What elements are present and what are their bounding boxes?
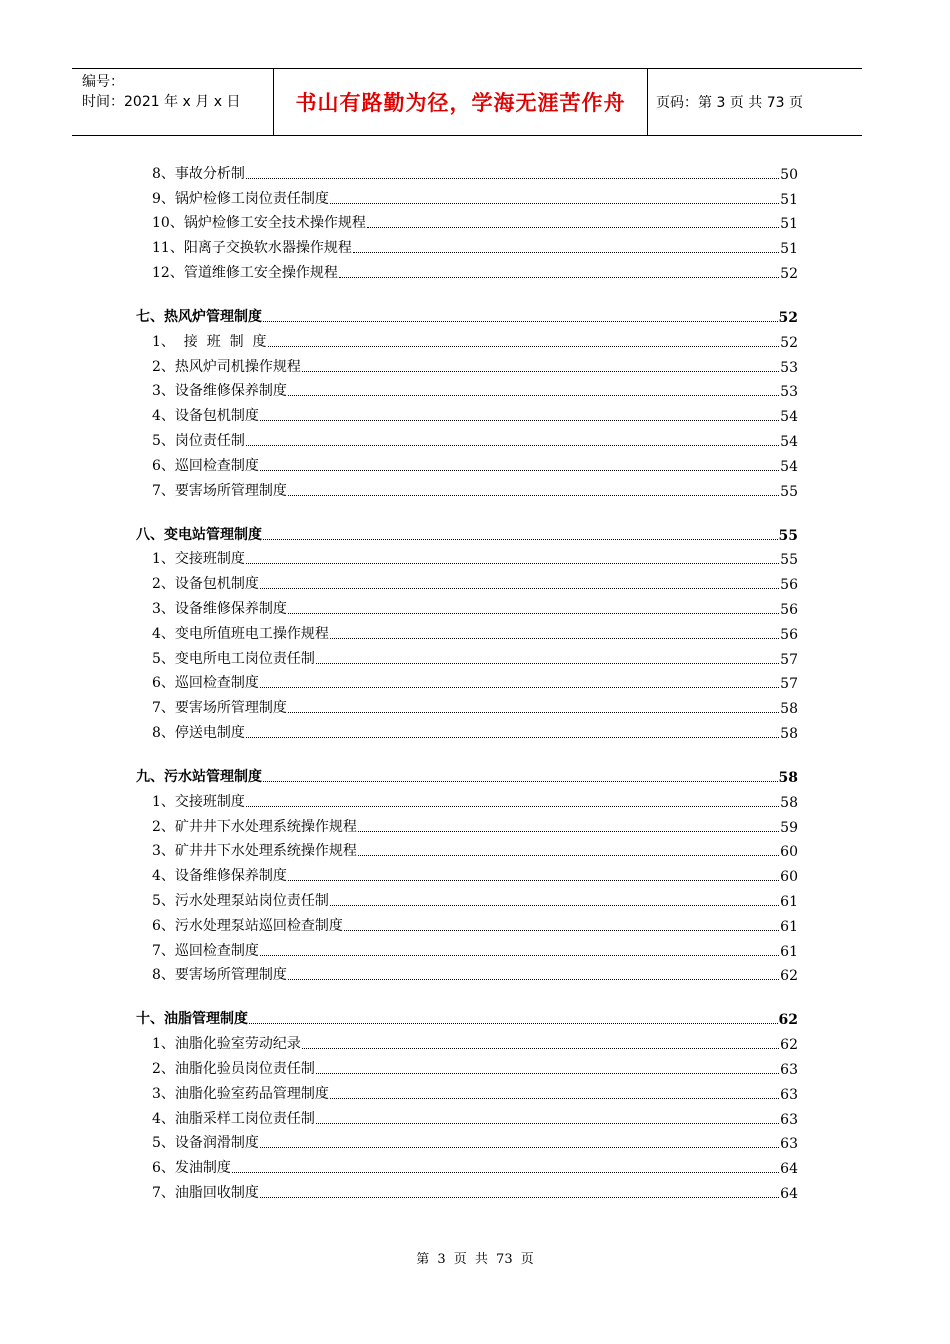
toc-entry-page: 53: [780, 384, 798, 401]
page-header: [72, 68, 862, 136]
toc-dot-leader: [330, 1098, 779, 1099]
toc-dot-leader: [263, 781, 778, 782]
toc-entry-page: 57: [780, 651, 798, 668]
toc-entry[interactable]: [136, 836, 798, 861]
toc-entry-label: 十、油脂管理制度: [136, 1011, 248, 1028]
toc-entry-label: 2、热风炉司机操作规程: [152, 358, 301, 375]
toc-entry-page: 55: [780, 483, 798, 500]
toc-entry-page: 56: [780, 601, 798, 618]
toc-entry[interactable]: [136, 618, 798, 643]
toc-entry[interactable]: [136, 183, 798, 208]
toc-dot-leader: [260, 470, 779, 471]
toc-entry-page: 55: [778, 527, 798, 544]
toc-entry-label: 4、油脂采样工岗位责任制: [152, 1110, 315, 1127]
toc-entry-label: 4、变电所值班电工操作规程: [152, 625, 329, 642]
toc-dot-leader: [260, 1197, 779, 1198]
toc-dot-leader: [288, 613, 779, 614]
toc-entry-page: 54: [780, 433, 798, 450]
toc-dot-leader: [246, 563, 779, 564]
toc-entry[interactable]: [136, 1053, 798, 1078]
document-number-label: 编号：: [82, 74, 124, 90]
toc-dot-leader: [316, 663, 779, 664]
toc-entry[interactable]: [136, 1103, 798, 1128]
toc-dot-leader: [260, 955, 779, 956]
toc-dot-leader: [302, 371, 779, 372]
toc-entry[interactable]: [136, 960, 798, 985]
page-footer: 第 3 页 共 73 页: [416, 1252, 534, 1267]
toc-dot-leader: [344, 930, 779, 931]
toc-entry-label: 6、巡回检查制度: [152, 675, 259, 692]
toc-entry-page: 52: [778, 309, 798, 326]
toc-entry[interactable]: [136, 643, 798, 668]
toc-entry-page: 61: [780, 893, 798, 910]
toc-entry-label: 7、巡回检查制度: [152, 942, 259, 959]
toc-entry-page: 51: [780, 191, 798, 208]
toc-entry-page: 59: [780, 819, 798, 836]
toc-entry-label: 1、 接 班 制 度: [152, 333, 267, 350]
toc-entry-label: 6、巡回检查制度: [152, 457, 259, 474]
toc-entry[interactable]: [136, 910, 798, 935]
toc-entry-page: 50: [780, 166, 798, 183]
toc-entry-page: 64: [780, 1185, 798, 1202]
toc-dot-leader: [260, 588, 779, 589]
toc-entry[interactable]: [136, 668, 798, 693]
toc-entry[interactable]: [136, 717, 798, 742]
toc-entry-page: 63: [780, 1136, 798, 1153]
toc-dot-leader: [288, 712, 779, 713]
toc-dot-leader: [358, 855, 779, 856]
toc-entry-page: 52: [780, 334, 798, 351]
toc-entry-page: 52: [780, 265, 798, 282]
toc-entry-label: 8、事故分析制: [152, 165, 245, 182]
toc-entry-page: 51: [780, 216, 798, 233]
toc-entry[interactable]: [136, 544, 798, 569]
toc-entry[interactable]: [136, 450, 798, 475]
toc-entry-label: 9、锅炉检修工岗位责任制度: [152, 190, 329, 207]
toc-entry-page: 56: [780, 577, 798, 594]
toc-entry[interactable]: [136, 593, 798, 618]
toc-entry-label: 3、设备维修保养制度: [152, 600, 287, 617]
toc-section-entry[interactable]: [136, 752, 798, 786]
toc-entry-label: 4、设备包机制度: [152, 408, 259, 425]
toc-entry[interactable]: [136, 1177, 798, 1202]
toc-entry[interactable]: [136, 1152, 798, 1177]
toc-entry[interactable]: [136, 1128, 798, 1153]
toc-entry-page: 58: [780, 794, 798, 811]
toc-dot-leader: [263, 539, 778, 540]
toc-dot-leader: [288, 495, 779, 496]
toc-entry-label: 5、岗位责任制: [152, 432, 245, 449]
toc-dot-leader: [330, 905, 779, 906]
toc-entry-page: 54: [780, 409, 798, 426]
toc-entry[interactable]: [136, 692, 798, 717]
toc-dot-leader: [246, 178, 779, 179]
toc-section-entry[interactable]: [136, 292, 798, 326]
toc-entry[interactable]: [136, 351, 798, 376]
toc-entry[interactable]: [136, 935, 798, 960]
toc-entry-label: 5、变电所电工岗位责任制: [152, 650, 315, 667]
toc-entry-label: 7、油脂回收制度: [152, 1184, 259, 1201]
toc-entry-page: 60: [780, 844, 798, 861]
toc-entry[interactable]: [136, 158, 798, 183]
toc-entry-page: 63: [780, 1061, 798, 1078]
toc-entry[interactable]: [136, 425, 798, 450]
header-motto: 书山有路勤为径，学海无涯苦作舟: [274, 69, 648, 135]
toc-entry[interactable]: [136, 208, 798, 233]
toc-entry-label: 5、污水处理泵站岗位责任制: [152, 892, 329, 909]
header-page-info: 页码：第 3 页 共 73 页: [656, 95, 803, 111]
toc-entry-page: 60: [780, 869, 798, 886]
toc-entry-label: 2、矿井井下水处理系统操作规程: [152, 818, 357, 835]
toc-entry-page: 61: [780, 918, 798, 935]
toc-dot-leader: [249, 1023, 778, 1024]
toc-entry-label: 1、交接班制度: [152, 793, 245, 810]
toc-entry[interactable]: [136, 475, 798, 500]
toc-dot-leader: [263, 321, 778, 322]
toc-entry[interactable]: [136, 811, 798, 836]
toc-dot-leader: [268, 346, 780, 347]
toc-entry-page: 54: [780, 458, 798, 475]
toc-dot-leader: [330, 203, 779, 204]
toc-entry-page: 56: [780, 626, 798, 643]
toc-dot-leader: [330, 638, 779, 639]
document-time-label: 时间：2021 年 x 月 x 日: [82, 94, 241, 110]
toc-entry-page: 63: [780, 1086, 798, 1103]
toc-entry-label: 12、管道维修工安全操作规程: [152, 264, 338, 281]
toc-entry-label: 3、油脂化验室药品管理制度: [152, 1085, 329, 1102]
toc-dot-leader: [232, 1172, 779, 1173]
toc-entry-label: 11、阳离子交换软水器操作规程: [152, 240, 352, 257]
toc-entry-label: 10、锅炉检修工安全技术操作规程: [152, 215, 366, 232]
header-meta: [72, 69, 274, 135]
toc-entry[interactable]: [136, 326, 798, 351]
toc-entry[interactable]: [136, 860, 798, 885]
toc-entry-label: 八、变电站管理制度: [136, 526, 262, 543]
toc-section-entry[interactable]: [136, 510, 798, 544]
toc-entry-label: 7、要害场所管理制度: [152, 482, 287, 499]
toc-dot-leader: [288, 395, 779, 396]
toc-entry-page: 55: [780, 552, 798, 569]
toc-dot-leader: [246, 445, 779, 446]
toc-dot-leader: [260, 1147, 779, 1148]
toc-entry-page: 51: [780, 241, 798, 258]
toc-dot-leader: [288, 880, 779, 881]
toc-entry-page: 63: [780, 1111, 798, 1128]
toc-entry[interactable]: [136, 257, 798, 282]
toc-entry-label: 6、污水处理泵站巡回检查制度: [152, 917, 343, 934]
toc-dot-leader: [316, 1123, 779, 1124]
toc-entry[interactable]: [136, 1028, 798, 1053]
toc-entry-page: 62: [780, 1037, 798, 1054]
toc-entry-page: 58: [778, 769, 798, 786]
toc-entry-label: 2、设备包机制度: [152, 576, 259, 593]
toc-entry[interactable]: [136, 568, 798, 593]
toc-entry-label: 7、要害场所管理制度: [152, 700, 287, 717]
toc-dot-leader: [246, 737, 779, 738]
toc-dot-leader: [260, 420, 779, 421]
toc-dot-leader: [302, 1048, 779, 1049]
toc-entry-page: 58: [780, 701, 798, 718]
toc-entry-page: 58: [780, 725, 798, 742]
toc-entry-label: 4、设备维修保养制度: [152, 868, 287, 885]
toc-entry-label: 九、污水站管理制度: [136, 768, 262, 785]
toc-dot-leader: [246, 806, 779, 807]
table-of-contents: [136, 158, 798, 1202]
toc-entry[interactable]: [136, 786, 798, 811]
toc-entry-page: 62: [780, 968, 798, 985]
toc-dot-leader: [316, 1073, 779, 1074]
toc-entry-label: 七、热风炉管理制度: [136, 308, 262, 325]
toc-dot-leader: [367, 227, 779, 228]
toc-dot-leader: [339, 277, 779, 278]
toc-entry-label: 1、油脂化验室劳动纪录: [152, 1036, 301, 1053]
toc-dot-leader: [358, 831, 779, 832]
toc-entry[interactable]: [136, 1078, 798, 1103]
toc-dot-leader: [353, 252, 779, 253]
toc-entry-page: 57: [780, 676, 798, 693]
toc-dot-leader: [260, 687, 779, 688]
toc-entry-page: 61: [780, 943, 798, 960]
toc-entry-label: 3、矿井井下水处理系统操作规程: [152, 843, 357, 860]
toc-entry-page: 53: [780, 359, 798, 376]
toc-entry-label: 2、油脂化验员岗位责任制: [152, 1060, 315, 1077]
toc-entry-label: 6、发油制度: [152, 1160, 231, 1177]
toc-entry-label: 8、要害场所管理制度: [152, 967, 287, 984]
toc-dot-leader: [288, 979, 779, 980]
toc-entry-label: 8、停送电制度: [152, 724, 245, 741]
toc-entry[interactable]: [136, 232, 798, 257]
toc-entry-label: 1、交接班制度: [152, 551, 245, 568]
toc-entry-label: 3、设备维修保养制度: [152, 383, 287, 400]
toc-entry[interactable]: [136, 400, 798, 425]
toc-entry[interactable]: [136, 885, 798, 910]
toc-entry[interactable]: [136, 376, 798, 401]
toc-entry-page: 62: [778, 1012, 798, 1029]
toc-section-entry[interactable]: [136, 994, 798, 1028]
toc-entry-page: 64: [780, 1161, 798, 1178]
toc-entry-label: 5、设备润滑制度: [152, 1135, 259, 1152]
